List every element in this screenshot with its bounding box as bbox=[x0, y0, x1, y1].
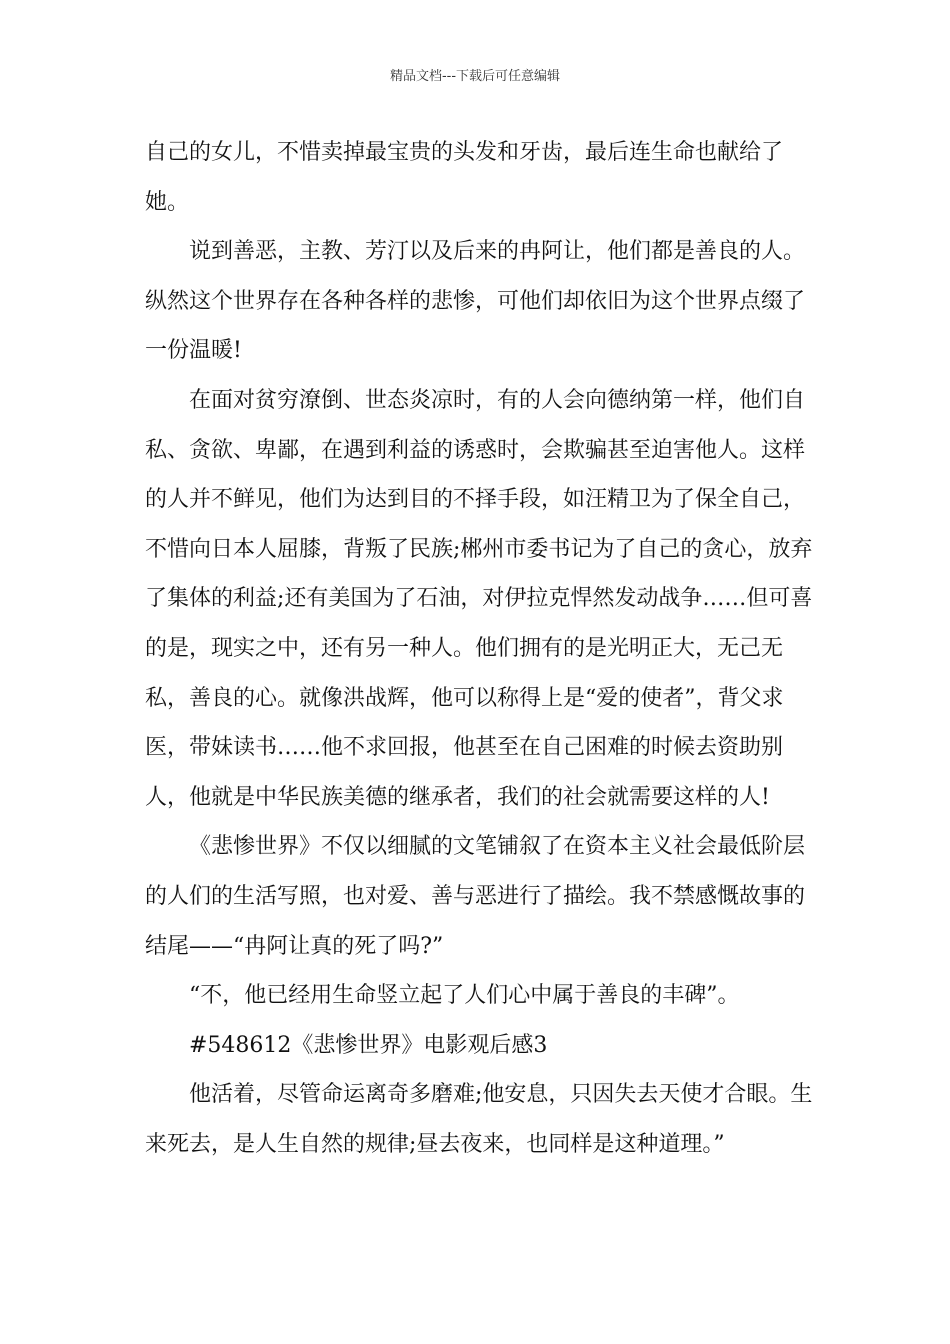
paragraph-novel-description: 《悲惨世界》不仅以细腻的文笔铺叙了在资本主义社会最低阶层的人们的生活写照，也对爱、善与恶进行了描绘。我不禁感慨故事的结尾——“冉阿让真的死了吗?” bbox=[145, 834, 806, 959]
paragraph-continuation: 自己的女儿，不惜卖掉最宝贵的头发和牙齿，最后连生命也献给了她。 bbox=[145, 140, 784, 215]
section-heading: #548612《悲惨世界》电影观后感3 bbox=[189, 1032, 548, 1058]
paragraph-epitaph: 他活着，尽管命运离奇多磨难;他安息，只因失去天使才合眼。生来死去，是人生自然的规律;昼去夜来，也同样是这种道理。” bbox=[145, 1082, 813, 1157]
paragraph-quote-monument: “不，他已经用生命竖立起了人们心中属于善良的丰碑”。 bbox=[189, 983, 740, 1009]
page-header: 精品文档---下载后可任意编辑 bbox=[389, 69, 561, 84]
document-body bbox=[145, 128, 815, 1169]
paragraph-good-and-evil: 说到善恶，主教、芳汀以及后来的冉阿让，他们都是善良的人。纵然这个世界存在各种各样的悲惨，可他们却依旧为这个世界点缀了一份温暖! bbox=[145, 239, 806, 364]
paragraph-poverty-and-people: 在面对贫穷潦倒、世态炎凉时，有的人会向德纳第一样，他们自私、贪欲、卑鄙，在遇到利益的诱惑时，会欺骗甚至迫害他人。这样的人并不鲜见，他们为达到目的不择手段，如汪精卫为了保全自己，不惜向日本人屈膝，背叛了民族;郴州市委书记为了自己的贪心，放弃了集体的利益;还有美国为了石油，对伊拉克悍然发动战争……但可喜的是，现实之中，还有另一种人。他们拥有的是光明正大，无己无私，善良的心。就像洪战辉，他可以称得上是“爱的使者”，背父求医，带妹读书……他不求回报，他甚至在自己困难的时候去资助别人，他就是中华民族美德的继承者，我们的社会就需要这样的人! bbox=[145, 387, 813, 810]
